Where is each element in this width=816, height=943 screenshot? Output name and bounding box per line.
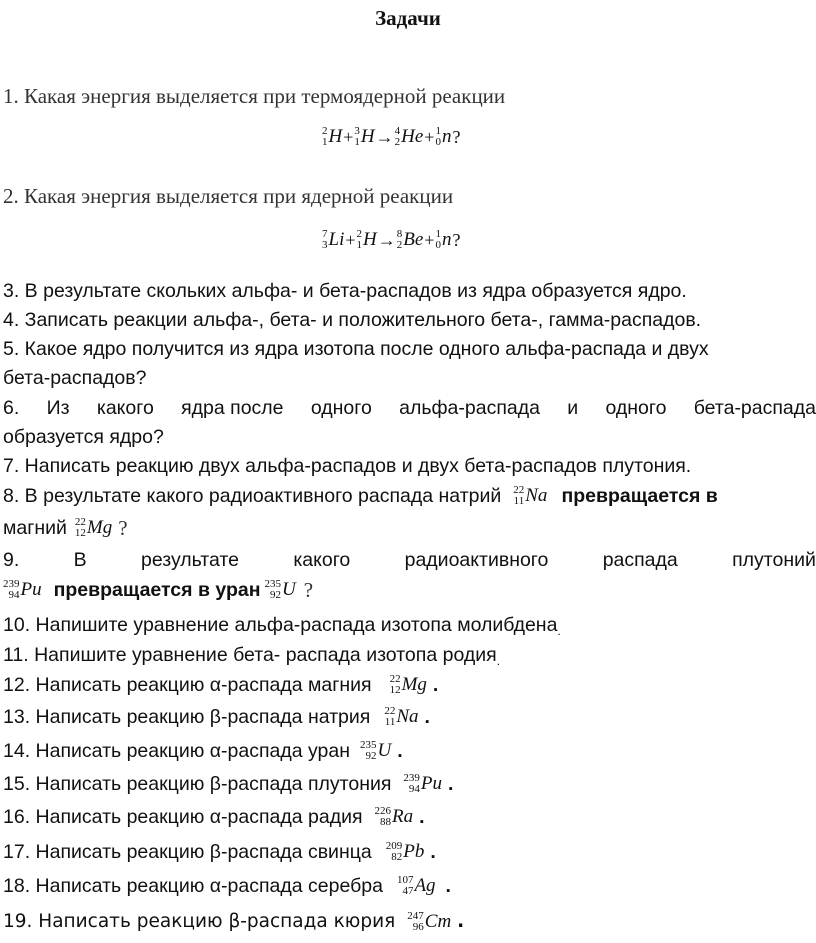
nuclide: 226 88 Ra (374, 805, 414, 828)
nuclide-sodium: 22 11 Na (513, 484, 548, 507)
question-6-line-1: 6. Из какого ядра после одного альфа-распада и одного бета-распада (3, 397, 816, 419)
nuclide: 1 0 n (435, 228, 452, 251)
question-9-line-2: 239 94 Pu превращается в уран 235 92 U ? (3, 578, 314, 602)
nuclide: 235 92 U (360, 739, 392, 762)
arrow-icon: → (377, 229, 396, 250)
nuclide: 1 0 n (435, 125, 452, 148)
nuclide: 2 1 H (322, 125, 343, 148)
task-18: 18. Написать реакцию α-распада серебра 107 47 Ag . (3, 874, 451, 897)
task-16: 16. Написать реакцию α-распада радия 226 88 Ra . (3, 805, 425, 828)
question-3: 3. В результате скольких альфа- и бета-распадов из ядра образуется ядро. (3, 280, 687, 302)
equation-1: 2 1 H + 3 1 H → 4 2 He + 1 0 n ? (322, 125, 461, 148)
question-8-line-1: 8. В результате какого радиоактивного распада натрий 22 11 Na превращается в (3, 484, 718, 507)
plus-sign: + (343, 126, 354, 147)
nuclide-magnesium: 22 12 Mg (74, 516, 113, 539)
nuclide: 7 3 Li (322, 228, 345, 251)
nuclide: 22 12 Mg (389, 673, 427, 696)
question-5-line-1: 5. Какое ядро получится из ядра изотопа после одного альфа-распада и двух (3, 338, 709, 360)
task-14: 14. Написать реакцию α-распада уран 235 92 U . (3, 739, 403, 762)
arrow-icon: → (375, 126, 394, 147)
nuclide-uranium: 235 92 U (264, 578, 296, 601)
plus-sign: + (424, 126, 435, 147)
nuclide-plutonium: 239 94 Pu (3, 578, 42, 601)
nuclide: 209 82 Pb (385, 840, 425, 863)
question-11: 11. Напишите уравнение бета- распада изотопа родия. (3, 644, 501, 668)
question-1: 1. Какая энергия выделяется при термоядерной реакции (3, 84, 506, 108)
task-19: 19. Написать реакцию β-распада кюрия 247 96 Cm . (3, 910, 465, 933)
plus-sign: + (424, 229, 435, 250)
task-13: 13. Написать реакцию β-распада натрия 22 11 Na . (3, 705, 430, 728)
nuclide: 22 11 Na (384, 705, 419, 728)
nuclide: 3 1 H (354, 125, 375, 148)
question-5-line-2: бета-распадов? (3, 367, 147, 389)
question-7: 7. Написать реакцию двух альфа-распадов и двух бета-распадов плутония. (3, 455, 692, 477)
question-2: 2. Какая энергия выделяется при ядерной реакции (3, 184, 454, 208)
question-4: 4. Записать реакции альфа-, бета- и положительного бета-, гамма-распадов. (3, 309, 702, 331)
nuclide: 107 47 Ag (396, 874, 436, 897)
page-title: Задачи (375, 6, 441, 30)
question-10: 10. Напишите уравнение альфа-распада изотопа молибдена. (3, 614, 561, 638)
question-8-line-2: магний 22 12 Mg ? (3, 516, 128, 540)
plus-sign: + (345, 229, 356, 250)
task-17: 17. Написать реакцию β-распада свинца 209 82 Pb . (3, 840, 436, 863)
nuclide: 239 94 Pu (403, 772, 443, 795)
nuclide: 2 1 H (356, 228, 377, 251)
nuclide: 4 2 He (394, 125, 424, 148)
nuclide: 8 2 Be (396, 228, 424, 251)
nuclide: 247 96 Cm (407, 910, 452, 933)
question-9-line-1: 9. В результате какого радиоактивного распада плутоний (3, 549, 816, 571)
equation-2: 7 3 Li + 2 1 H → 8 2 Be + 1 0 n ? (322, 228, 461, 251)
question-6-line-2: образуется ядро? (3, 426, 164, 448)
task-12: 12. Написать реакцию α-распада магния 22 12 Mg . (3, 673, 439, 696)
task-15: 15. Написать реакцию β-распада плутония 239 94 Pu . (3, 772, 454, 795)
